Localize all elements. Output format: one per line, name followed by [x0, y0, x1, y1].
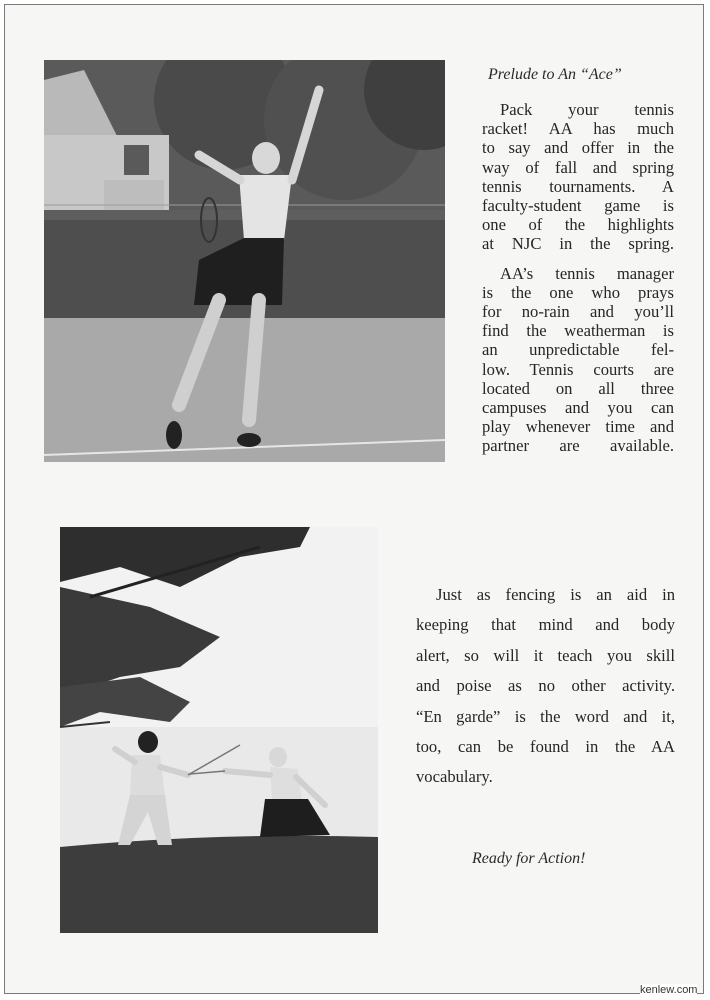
text-line: play whenever time and: [482, 417, 674, 437]
tennis-paragraph-1: [482, 100, 674, 254]
text-line: racket! AA has much: [482, 119, 674, 139]
text-line: partner are available.: [482, 436, 674, 456]
text-line: for no-rain and you’ll: [482, 302, 674, 322]
watermark: kenlew.com: [640, 984, 698, 996]
fencing-paragraph: [416, 580, 675, 793]
text-line: too, can be found in the AA: [416, 737, 675, 757]
text-line: AA’s tennis manager: [500, 263, 674, 283]
text-line: keeping that mind and body: [416, 615, 675, 635]
text-line: to say and offer in the: [482, 138, 674, 158]
text-line: way of fall and spring: [482, 157, 674, 177]
text-line: located on all three: [482, 378, 674, 398]
text-line: vocabulary.: [416, 767, 493, 787]
text-line: tennis tournaments. A: [482, 176, 674, 196]
fencing-caption: Ready for Action!: [472, 850, 586, 867]
tennis-caption: Prelude to An “Ace”: [488, 66, 622, 83]
text-line: at NJC in the spring.: [482, 234, 674, 254]
text-line: campuses and you can: [482, 398, 674, 418]
tennis-photo: [44, 60, 445, 462]
text-line: faculty-student game is: [482, 196, 674, 216]
fencing-photo: [60, 527, 378, 933]
text-line: find the weatherman is: [482, 321, 674, 341]
text-line: is the one who prays: [482, 282, 674, 302]
tennis-paragraph-2: [482, 264, 674, 456]
text-line: an unpredictable fel-: [482, 340, 674, 360]
text-line: and poise as no other activity.: [416, 676, 675, 696]
text-line: “En garde” is the word and it,: [416, 706, 675, 726]
text-line: Just as fencing is an aid in: [436, 585, 675, 604]
text-line: low. Tennis courts are: [482, 359, 674, 379]
text-line: alert, so will it teach you skill: [416, 645, 675, 665]
text-line: Pack your tennis: [500, 100, 674, 119]
tennis-text: [482, 100, 674, 456]
text-line: one of the highlights: [482, 215, 674, 235]
fencing-text: [416, 580, 675, 793]
